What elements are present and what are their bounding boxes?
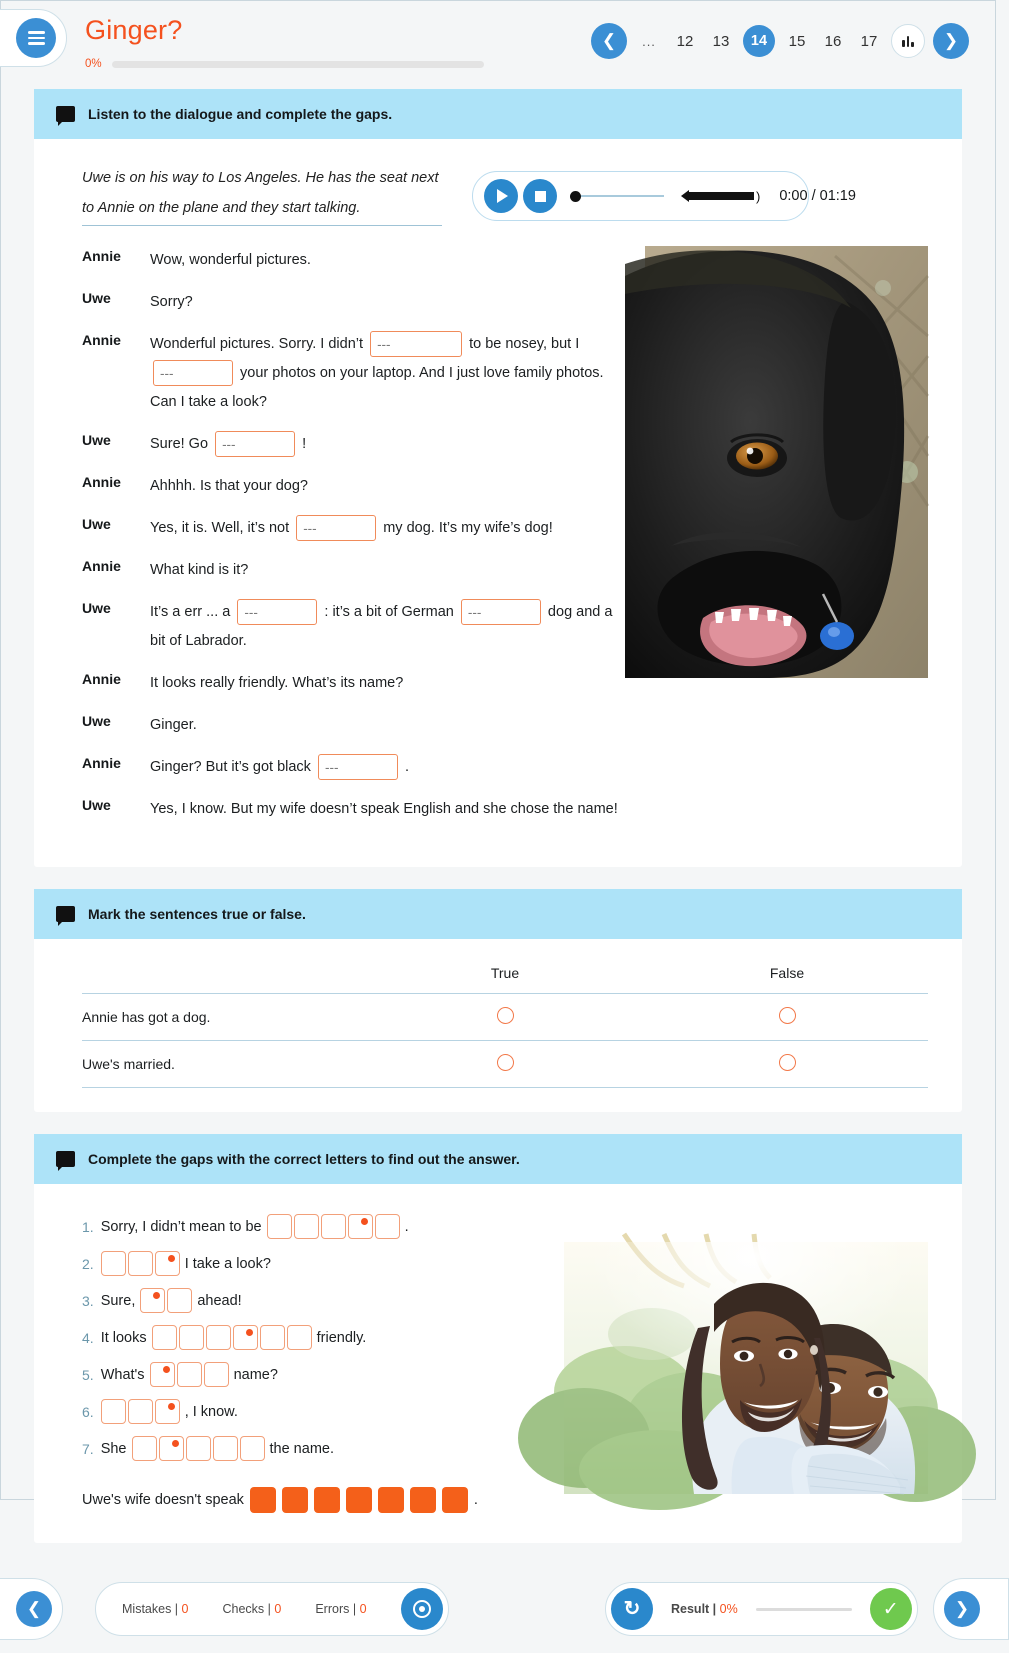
question-number: 2. [82,1255,94,1272]
page-number-list [635,25,883,57]
question-suffix: ahead! [197,1292,242,1309]
true-option-cell [364,1041,646,1088]
couple-photo [564,1242,928,1494]
exercise-1-body [34,139,962,867]
page-17-button[interactable]: 17 [855,26,883,56]
dialogue-intro: Uwe is on his way to Los Angeles. He has the seat next to Annie on the plane and they start talking. [82,163,442,226]
question-number: 7. [82,1440,94,1457]
stop-icon[interactable] [523,179,557,213]
question-prefix: It looks [100,1329,147,1346]
dialogue-utterance: Sorry? [150,294,193,310]
answer-suffix: . [473,1492,478,1508]
gap-input[interactable] [153,360,233,386]
answer-box [378,1487,404,1513]
letter-box-group [150,1362,229,1387]
letter-box[interactable] [186,1436,211,1461]
letter-box[interactable] [101,1399,126,1424]
question-prefix: Sorry, I didn’t mean to be [100,1218,262,1235]
question-number: 5. [82,1366,94,1383]
letter-box-marked[interactable] [140,1288,165,1313]
question-suffix: name? [233,1366,278,1383]
exercise-3-header [34,1134,962,1184]
dialogue-speaker: Uwe [82,600,111,616]
exercise-3-wrapper [82,1208,928,1513]
question-number: 3. [82,1292,94,1309]
false-option-cell [646,994,928,1041]
dialogue-speaker: Uwe [82,797,111,813]
dialogue-line [82,669,627,698]
mistakes-metric [122,1602,188,1616]
app-footer [1,1565,995,1653]
dialogue-line [82,598,627,656]
letter-box-group [140,1288,192,1313]
letter-box[interactable] [177,1362,202,1387]
dialogue-line [82,330,627,417]
column-true: True [490,965,520,981]
gap-input[interactable] [237,599,317,625]
letter-box[interactable] [213,1436,238,1461]
errors-value: 0 [359,1602,367,1616]
dialogue-line [82,514,627,543]
radio-true[interactable] [497,1007,514,1024]
letter-box[interactable] [260,1325,285,1350]
result-progress-track [756,1608,852,1611]
footer-prev-button[interactable]: ❮ [16,1591,52,1627]
question-number: 4. [82,1329,94,1346]
app-header [1,1,995,89]
menu-button-wrapper [0,9,67,67]
table-header-row [82,965,928,994]
dialogue-speaker: Annie [82,248,121,264]
dialogue-utterance: Ahhhh. Is that your dog? [150,478,308,494]
mistakes-value: 0 [181,1602,189,1616]
result-value: 0% [719,1602,738,1616]
dialogue-speaker: Annie [82,558,121,574]
dialogue-line [82,288,627,317]
letter-question-row [82,1325,540,1350]
letter-box[interactable] [204,1362,229,1387]
question-suffix: , I know. [184,1403,238,1420]
table-row [82,1041,928,1088]
letter-question-row [82,1362,540,1387]
question-suffix: the name. [269,1440,334,1457]
answer-prefix: Uwe's wife doesn't speak [82,1492,244,1508]
letter-question-row [82,1251,540,1276]
letter-box-marked[interactable] [155,1251,180,1276]
gap-input[interactable] [461,599,541,625]
result-metric [671,1602,738,1616]
answer-box [314,1487,340,1513]
letter-box-group [152,1325,312,1350]
page-13-button[interactable]: 13 [707,26,735,56]
audio-seek-slider[interactable] [570,191,664,202]
letter-box[interactable] [287,1325,312,1350]
dialogue-utterance: Yes, it is. Well, it’s not --- my dog. It’s my wife’s dog! [150,514,553,543]
dialogue-speaker: Annie [82,332,121,348]
speech-bubble-icon [56,906,75,922]
dialogue-speaker: Uwe [82,432,111,448]
letter-box[interactable] [240,1436,265,1461]
stats-pill [95,1582,449,1636]
dialogue-line [82,246,627,275]
speech-bubble-icon [56,1151,75,1167]
footer-next-button[interactable]: ❯ [944,1591,980,1627]
dialogue-line [82,711,627,740]
letter-question-row [82,1399,540,1424]
dialogue-utterance: Ginger. [150,717,197,733]
letter-box-group [132,1436,265,1461]
dialogue-speaker: Annie [82,474,121,490]
question-number: 1. [82,1218,94,1235]
false-option-cell [646,1041,928,1088]
letter-box-group [101,1399,180,1424]
audio-time: 0:00 / 01:19 [779,188,856,204]
letter-box-group [101,1251,180,1276]
pagination [591,23,969,59]
exercise-2-heading: Mark the sentences true or false. [88,906,306,922]
question-number: 6. [82,1403,94,1420]
checks-metric [222,1602,281,1616]
lesson-body [1,89,995,1565]
exercise-1-heading: Listen to the dialogue and complete the gaps. [88,106,393,122]
result-pill [605,1582,918,1636]
answer-boxes [250,1487,468,1513]
dialogue-speaker: Uwe [82,290,111,306]
dialogue-line [82,472,627,501]
couple-photo-graphic [564,1242,928,1494]
true-option-cell [364,994,646,1041]
exercise-3-card [34,1134,962,1543]
eye-icon[interactable] [401,1588,443,1630]
play-icon[interactable] [484,179,518,213]
page-ellipsis[interactable]: ... [635,26,663,56]
dialogue-speaker: Uwe [82,516,111,532]
dialogue-line [82,795,627,824]
dialogue-speaker: Annie [82,755,121,771]
hamburger-menu-icon[interactable] [16,18,56,58]
dialogue-utterance: What kind is it? [150,562,249,578]
gap-input[interactable] [370,331,462,357]
letter-box[interactable] [206,1325,231,1350]
letter-box[interactable] [321,1214,346,1239]
lesson-progress [85,58,484,70]
checks-value: 0 [274,1602,282,1616]
prev-page-button[interactable]: ❮ [591,23,627,59]
radio-true[interactable] [497,1054,514,1071]
result-label: Result | [671,1602,717,1616]
answer-box [250,1487,276,1513]
bar-chart-icon[interactable] [891,24,925,58]
true-false-table [82,965,928,1088]
exercise-1-header [34,89,962,139]
dog-photo [645,246,928,678]
check-icon[interactable]: ✓ [870,1588,912,1630]
letter-box-marked[interactable] [155,1399,180,1424]
page-15-button[interactable]: 15 [783,26,811,56]
radio-false[interactable] [779,1007,796,1024]
answer-box [346,1487,372,1513]
letter-box-marked[interactable] [233,1325,258,1350]
letter-box[interactable] [101,1251,126,1276]
question-prefix: She [100,1440,127,1457]
dialogue-utterance: Wonderful pictures. Sorry. I didn’t --- to be nosey, but I --- your photos on your laptop. And I just love family photos. Can I take a look? [150,330,620,417]
audio-player [472,171,856,221]
errors-metric [315,1602,366,1616]
dialogue-utterance: It looks really friendly. What’s its name? [150,675,404,691]
dialogue-speaker: Annie [82,671,121,687]
progress-percent: 0% [85,58,102,70]
letter-box[interactable] [152,1325,177,1350]
dialogue-wrapper [82,246,928,837]
letter-box-group [267,1214,400,1239]
exercise-3-heading: Complete the gaps with the correct letters to find out the answer. [88,1151,520,1167]
letter-box[interactable] [294,1214,319,1239]
statement-cell: Uwe's married. [82,1041,364,1088]
gap-input[interactable] [318,754,398,780]
letter-box-marked[interactable] [150,1362,175,1387]
dialogue-line [82,430,627,459]
dialogue-list [82,246,627,837]
question-prefix: What's [100,1366,145,1383]
letter-box[interactable] [375,1214,400,1239]
dialogue-utterance: It’s a err ... a --- : it’s a bit of German --- dog and a bit of Labrador. [150,598,620,656]
refresh-icon[interactable]: ↻ [611,1588,653,1630]
page-16-button[interactable]: 16 [819,26,847,56]
footer-next-wrapper [933,1578,1009,1640]
mistakes-label: Mistakes | [122,1602,179,1616]
letter-questions [82,1208,540,1513]
question-suffix: friendly. [316,1329,367,1346]
volume-icon[interactable]: ) [681,190,760,203]
exercise-2-header [34,889,962,939]
exercise-2-card [34,889,962,1112]
radio-false[interactable] [779,1054,796,1071]
letter-box[interactable] [132,1436,157,1461]
letter-box[interactable] [179,1325,204,1350]
letter-box[interactable] [267,1214,292,1239]
exercise-1-top [82,163,928,226]
statement-cell: Annie has got a dog. [82,994,364,1041]
exercise-1-card [34,89,962,867]
page-14-button[interactable]: 14 [743,25,775,57]
answer-box [410,1487,436,1513]
letter-question-row [82,1436,540,1461]
dialogue-line [82,753,627,782]
dialogue-line [82,556,627,585]
question-prefix: Sure, [100,1292,136,1309]
dialogue-speaker: Uwe [82,713,111,729]
next-page-button[interactable]: ❯ [933,23,969,59]
dialogue-utterance: Sure! Go --- ! [150,430,306,459]
gap-input[interactable] [215,431,295,457]
page-12-button[interactable]: 12 [671,26,699,56]
dialogue-utterance: Ginger? But it’s got black --- . [150,753,409,782]
dog-photo-graphic [645,246,928,678]
answer-box [442,1487,468,1513]
column-false: False [769,965,805,981]
letter-box[interactable] [128,1399,153,1424]
answer-box [282,1487,308,1513]
letter-question-row [82,1288,540,1313]
page-title: Ginger? [85,15,183,45]
letter-box-marked[interactable] [159,1436,184,1461]
title-block [85,17,484,70]
gap-input[interactable] [296,515,376,541]
question-suffix: . [404,1218,409,1235]
dialogue-utterance: Wow, wonderful pictures. [150,252,311,268]
speech-bubble-icon [56,106,75,122]
letter-question-row [82,1214,540,1239]
letter-box-marked[interactable] [348,1214,373,1239]
column-statement [82,965,364,994]
table-row [82,994,928,1041]
question-suffix: I take a look? [184,1255,271,1272]
checks-label: Checks | [222,1602,271,1616]
answer-row [82,1487,540,1513]
letter-box[interactable] [128,1251,153,1276]
errors-label: Errors | [315,1602,357,1616]
letter-box[interactable] [167,1288,192,1313]
footer-prev-wrapper [0,1578,63,1640]
dialogue-utterance: Yes, I know. But my wife doesn’t speak English and she chose the name! [150,801,618,817]
exercise-3-body [34,1184,962,1543]
exercise-2-body [34,939,962,1112]
progress-track [112,61,484,68]
